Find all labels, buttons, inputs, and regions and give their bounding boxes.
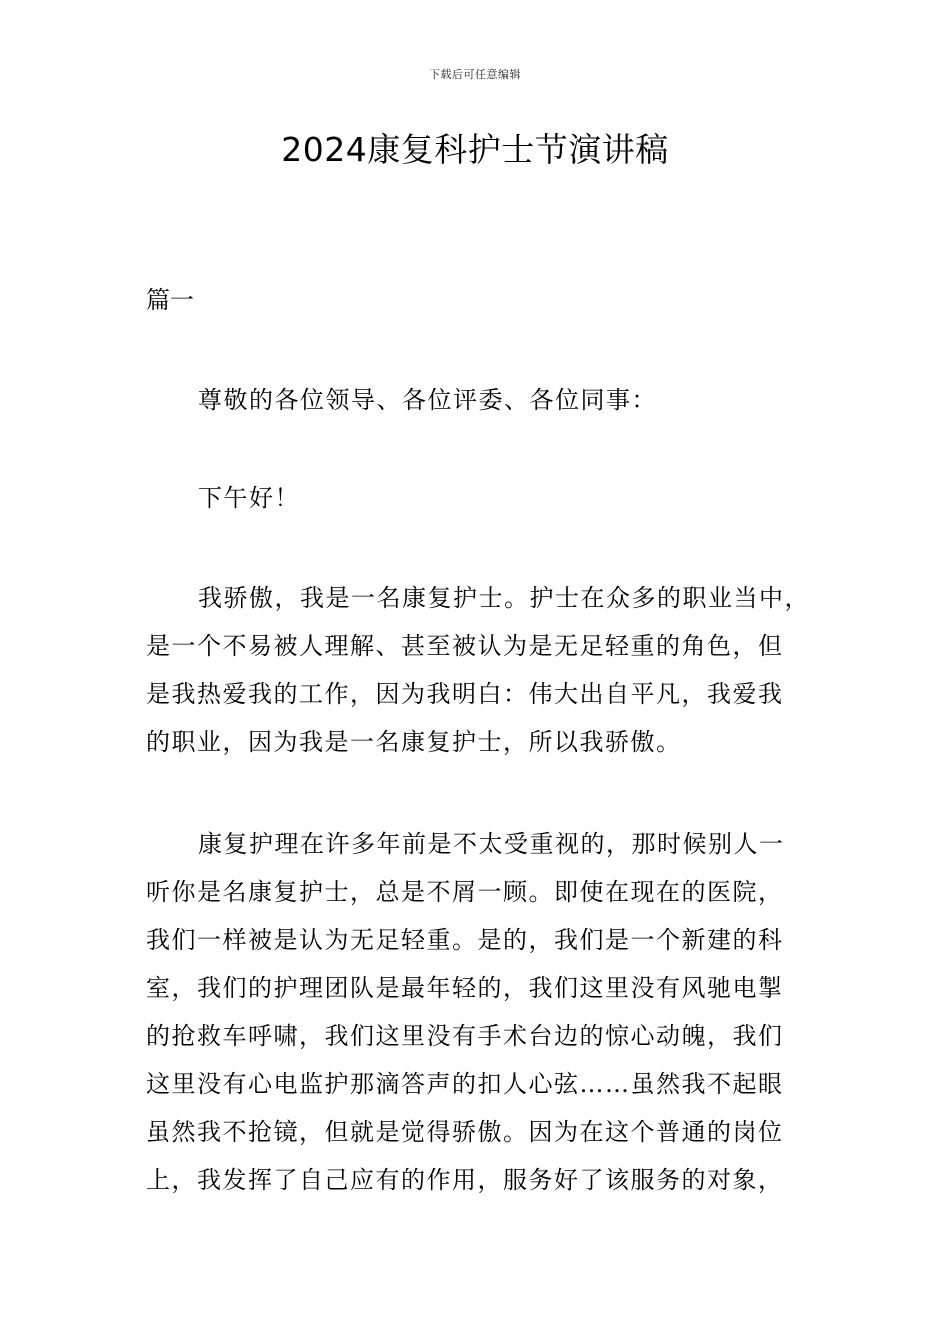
paragraph-line: 康复护理在许多年前是不太受重视的，那时候别人一 — [198, 830, 785, 858]
section-heading: 篇一 — [146, 286, 194, 314]
paragraph-line: 是一个不易被人理解、甚至被认为是无足轻重的角色，但 — [146, 632, 784, 660]
paragraph-line: 上，我发挥了自己应有的作用，服务好了该服务的对象， — [146, 1166, 784, 1194]
body-paragraph-2 — [146, 820, 816, 1204]
paragraph-line: 下午好！ — [198, 484, 300, 512]
paragraph-line: 的职业，因为我是一名康复护士，所以我骄傲。 — [146, 728, 682, 756]
header-note: 下载后可任意编辑 — [429, 68, 521, 81]
greeting-paragraph — [146, 474, 816, 522]
paragraph-line: 这里没有心电监护那滴答声的扣人心弦……虽然我不起眼 — [146, 1070, 784, 1098]
document-title: 2024康复科护士节演讲稿 — [281, 130, 669, 169]
paragraph-line: 我们一样被是认为无足轻重。是的，我们是一个新建的科 — [146, 926, 784, 954]
paragraph-line: 的抢救车呼啸，我们这里没有手术台边的惊心动魄，我们 — [146, 1022, 784, 1050]
paragraph-line: 我骄傲，我是一名康复护士。护士在众多的职业当中， — [198, 584, 810, 612]
salutation-paragraph — [146, 376, 816, 424]
paragraph-line: 尊敬的各位领导、各位评委、各位同事： — [198, 386, 657, 414]
body-paragraph-1 — [146, 574, 816, 766]
paragraph-line: 听你是名康复护士，总是不屑一顾。即使在现在的医院， — [146, 878, 784, 906]
paragraph-line: 是我热爱我的工作，因为我明白：伟大出自平凡，我爱我 — [146, 680, 784, 708]
paragraph-line: 室，我们的护理团队是最年轻的，我们这里没有风驰电掣 — [146, 974, 784, 1002]
paragraph-line: 虽然我不抢镜，但就是觉得骄傲。因为在这个普通的岗位 — [146, 1118, 784, 1146]
